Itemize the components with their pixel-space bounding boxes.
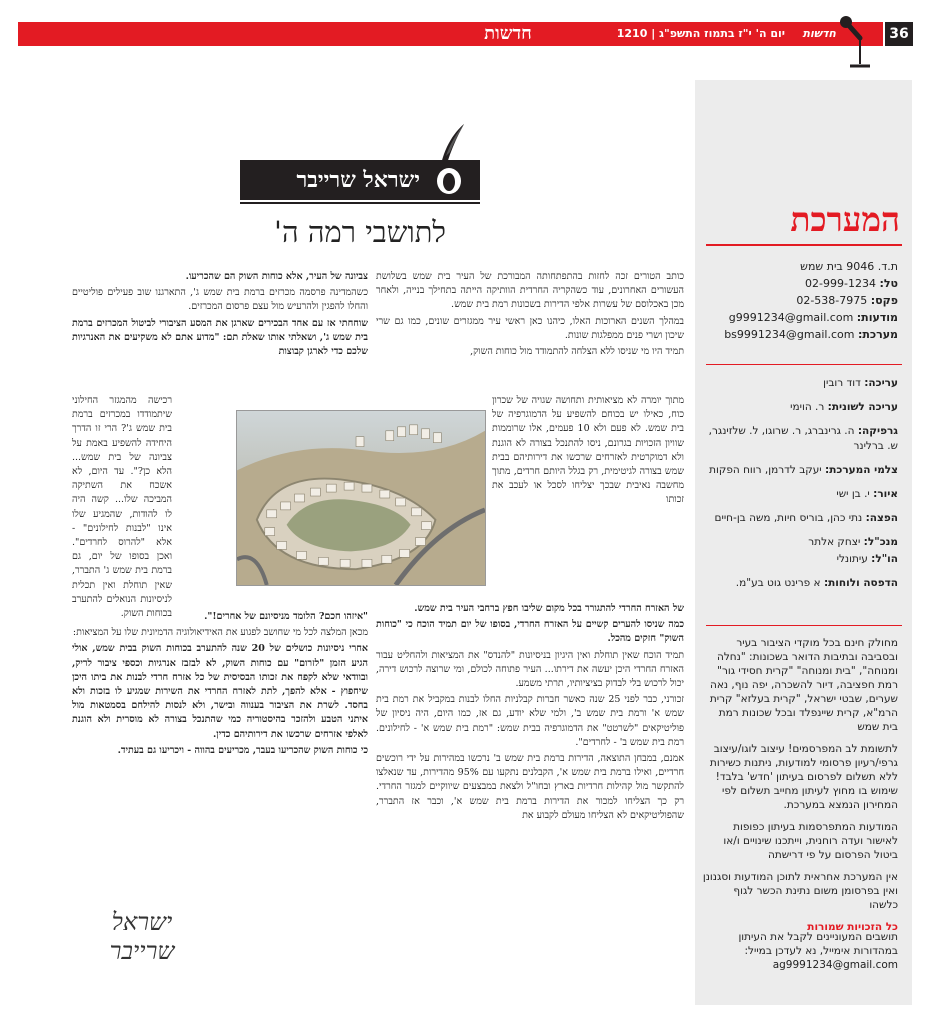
- article-headline: לתושבי רמה ה': [274, 215, 446, 249]
- credit-label: הדפסה ולוחות:: [823, 577, 898, 589]
- contact-block: [708, 258, 898, 343]
- credit-value: נתי כהן, בוריס חיות, משה בן-חיים: [714, 512, 863, 524]
- ads-email[interactable]: g9991234@gmail.com: [728, 311, 854, 324]
- author-box: [240, 160, 480, 200]
- credit-value: יעקב לדרמן, רווח הפקות: [709, 464, 822, 476]
- article-wrap-right: מתוך יומרה לא מציאותית ותחושה שגויה של שכרון כוח, כאילו יש בכוחם להשפיע על הדמוגרפיה של בית שמש. לא פעם ולא 10 פעמים, אלו שרוממות שוויון הזכויות בגרונם, ניסו להתנכל בצורה לא הוגנת ולא דמוקרטית לאזרחים שרכשו את דירותיהם בבית שמש בצורה לגיטימית, רק בגלל היותם חרדים, מתוך מחשבה נאיבית שבכך יצליחו לסכל או לעכב את זכותו: [492, 395, 684, 506]
- phone-value: 02-999-1234: [805, 277, 876, 290]
- address: ת.ד. 9046 בית שמש: [800, 260, 898, 273]
- paragraph: "איזהו חכם? הלומד מניסיונם של אחרים!".: [204, 611, 368, 622]
- subscribe-text: תושבים המעוניינים לקבל את העיתון במהדורות אימייל, נא לעדכן במייל:: [738, 931, 898, 957]
- credit-row: [702, 424, 898, 454]
- credit-value: ה. גרינברג, ר. שרוגו, ל. שלזינגר, ש. ברלינר: [708, 425, 898, 452]
- credits-block: [702, 376, 898, 600]
- credit-value: ר. הוימי: [790, 401, 825, 413]
- article-wrap-left: רכישה מהמגזר החילוני שיתמודדו במכרזים ברמת בית שמש ג'? הרי זו הדרך היחידה להשפיע באמת על צביונה של בית שמש... הלא כן?". עד היום, לא אשכח את השתיקה המביכה שלו... קשה היה לו להודות, שהמגיע שלו אינו "לבנות לחילונים" - אלא "להרוס לחרדים". ואכן בסופו של יום, גם ברמת בית שמש ג' התברר, שאין תוחלת ואין תכלית לניסיונות הנואלים להתערב בכוחות השוק.: [72, 395, 172, 620]
- author-signature: ישראל שרייבר: [109, 908, 175, 965]
- credit-row: [702, 400, 898, 415]
- credit-row: [702, 463, 898, 478]
- credit-label: צלמי המערכת:: [825, 464, 898, 476]
- staff-panel: [695, 80, 912, 1005]
- fax-value: 02-538-7975: [796, 294, 868, 307]
- note-advertisers: לתשומת לב המפרסמים! עיצוב לוגו/עיצוב גרפי/רעיון פרסומי למודעות, ניתנות כשירות ללא תשלום לפרסום בעיתון 'חדש' בלבד! שימוש בו מחוץ לעיתון מחייב תשלום לפי המחירון הנמצא במערכת.: [709, 743, 898, 811]
- credit-label: הו"ל:: [871, 553, 898, 565]
- note-disclaimer: אין המערכת אחראית לתוכן המודעות וסגנונן ואין בפרסומן משום נתינת הכשר לגוף כלשהו: [702, 871, 898, 911]
- note-approval: המודעות המתפרסמות בעיתון כפופות לאישור ועדה רוחנית, וייתכנו שינויים ו/או ביטול הפרסום על פי דרישתה: [723, 821, 898, 861]
- credit-label: מנכ"ל:: [863, 536, 898, 548]
- paragraph: כותב הטורים זכה לחזות בהתפתחותה המבורכת של העיר בית שמש בשלושת העשורים האחרונים, עוד כשהקריה החרדית הוותיקה הייתה בתחילך בנייה, ולאחר מכן באכלוסם של עשרות אלפי הדירות בשכונות רמת בית שמש.: [376, 271, 684, 311]
- credit-value: י. בן ישי: [836, 488, 870, 500]
- subscribe-email[interactable]: ag9991234@gmail.com: [772, 959, 898, 971]
- subscribe-block: [702, 930, 898, 972]
- fax-row: [708, 292, 898, 309]
- credit-row: [702, 576, 898, 591]
- credit-row: [702, 511, 898, 526]
- office-email[interactable]: bs9991234@gmail.com: [724, 328, 855, 341]
- phone-row: [708, 275, 898, 292]
- paragraph: אחרי ניסיונות כושלים של 20 שנה להתערב בכוחות השוק בבית שמש, אולי הגיע הזמן "לזרום" עם כוחות השוק, לא לבזבז אנרגיות וכספי ציבור לריק, ובוודאי שלא לקפח את זכותו הבסיסית של כל אזרח חרדי לבנות את ביתו היכן שיחפוץ - אלא להפך, לתת לאזרח החרדי את השירות שמגיע לו בזכות ולא בחסד. לשרת את הציבור בענווה ובישר, ולא לנסות להילחם בסמטאות מול איתני הטבע ולהזכר בהיסטוריה כמי שהתנכל בצורה לא מוסרית ולא הוגנת לאלפי אזרחים שרכשו את דירותיהם כדין.: [72, 643, 368, 740]
- section-title: חדשות: [484, 23, 532, 44]
- credit-label: עריכה לשונית:: [827, 401, 898, 413]
- article-column-right-bottom: [376, 602, 684, 825]
- credit-value: דוד רובין: [823, 377, 861, 389]
- rights-reserved: כל הזכויות שמורות: [807, 921, 898, 933]
- paragraph: תמיד הוכח שאין תוחלת ואין היגיון בניסיונות "להנדס" את המציאות ולהחליט עבור האזרח החרדי היכן יעשה את דירתו... העיר פתוחה לכולם, ומי שרוצה לרכוש דירה, יכול לרכוש בלי לבדוק בציציותיו, תרתי משמע.: [376, 649, 684, 690]
- ink-drop-icon: [434, 166, 464, 196]
- credit-label: גרפיקה:: [857, 425, 898, 437]
- credit-label: עריכה:: [864, 377, 898, 389]
- paragraph: כשהמדינה פרסמה מכרזים ברמת בית שמש ג', התארגנו שוב פעילים פוליטיים והחלו להפגין ולהרעיש מול עצם פרסום המכרזים.: [72, 287, 368, 313]
- phone-label: טל:: [879, 277, 898, 290]
- credit-value: עיתונלי: [836, 553, 868, 565]
- panel-title: המערכת: [790, 200, 900, 239]
- paragraph: תמיד היו מי שניסו ללא הצלחה להתמודד מול כוחות השוק,: [470, 346, 684, 358]
- author-name: ישראל שרייבר: [296, 167, 420, 193]
- credit-value: יצחק אלתר: [808, 536, 861, 548]
- notes-block: [702, 636, 898, 942]
- fax-label: פקס:: [870, 294, 898, 307]
- panel-divider: [706, 244, 902, 246]
- microphone-icon: [840, 16, 874, 70]
- note-distribution: מחולק חינם בכל מוקדי הציבור בעיר ובסביבה ובתיבות הדואר בשכונות: "נחלה ומנוחה", "בית ומנוחה" "קרית חסידי גור" רמת חפציבה, דיור להשכרה, יפה נוף, נאה שערים, שבטי ישראל, "קרית בעלזא" קרית הרמ"א, קרית שיינפלד ובכל שכונות רמת בית שמש: [709, 637, 898, 733]
- article-column-left: [72, 270, 368, 361]
- paragraph: זכורני, כבר לפני 25 שנה כאשר חברות קבלניות החלו לבנות במקביל את רמת בית שמש א' ורמת בית שמש ב', ולמי שלא יודע, גם אז, כמו היום, היה ניסיון של פוליטיקאים "לשרטט" את הדמוגרפיה בבית שמש: "רמת בית שמש א' - לחילונים. רמת בית שמש ב' - לחרדים".: [376, 694, 684, 748]
- paragraph: שוחחתי אז עם אחד הבכירים שארגן את המסע הציבורי לביטול המכרזים ברמת בית שמש ג', ושאלתי אותו שאלת תם: "מדוע אתם לא משקיעים את האנרגיות שלכם כדי לארגן קבוצות: [72, 317, 368, 358]
- page-number: 36: [885, 22, 913, 46]
- credit-row: [702, 376, 898, 391]
- article-column-left-bottom: [72, 610, 368, 760]
- credit-row: [702, 552, 898, 567]
- paragraph: של האזרח החרדי להתגורר בכל מקום שליבו חפץ ברחבי העיר בית שמש.: [414, 603, 684, 614]
- paragraph: במהלך השנים הארוכות האלו, כיהנו כאן ראשי עיר ממגזרים שונים, כמו גם שרי שיכון ושרי פנים ממפלגות שונות.: [376, 315, 684, 341]
- brand-logo: חדשות: [802, 27, 836, 40]
- top-bar: [0, 22, 930, 46]
- article-column-right: [376, 270, 684, 361]
- issue-info: יום ה' י"ז בתמוז התשפ"ג | 1210: [616, 27, 785, 40]
- credit-value: א פרינט גוט בע"מ.: [735, 577, 821, 589]
- credit-row: [702, 487, 898, 502]
- paragraph: מכאן המלצה לכל מי שחושב לפגוע את האידיאולוגיה הדמיונית שלו על המציאות:: [72, 627, 368, 639]
- panel-divider: [706, 364, 902, 365]
- credit-row: [702, 535, 898, 550]
- paragraph: כי כוחות השוק שהכריעו בעבר, מכריעים בהווה - ויכריעו גם בעתיד.: [117, 744, 368, 756]
- aerial-photo: [236, 410, 486, 586]
- credit-label: איור:: [873, 488, 898, 500]
- office-label: מערכת:: [857, 328, 898, 341]
- paragraph: כמה שניסו להערים קשיים על האזרח החרדי, בסופו של יום תמיד הוכח כי "כוחות השוק" חזקים מהכל.: [376, 619, 684, 645]
- paragraph: צביונה של העיר, אלא כוחות השוק הם שהכריעו.: [185, 271, 368, 282]
- author-rule: [240, 202, 480, 204]
- ads-row: [708, 309, 898, 326]
- ads-label: מודעות:: [856, 311, 898, 324]
- panel-divider: [706, 625, 902, 626]
- credit-label: הפצה:: [865, 512, 898, 524]
- office-row: [708, 326, 898, 343]
- paragraph: אמנם, במבחן התוצאה, הדירות ברמת בית שמש ב' נרכשו במהירות על ידי רוכשים חרדיים, ואילו ברמת בית שמש א', הקבלנים נתקעו עם 95% מהדירות, עד שנאלצו להתקשר מול קהילות חרדיות בארץ ובחו"ל ולצאת במבצעים שיווקיים למגזר החרדי. רק כך הצליחו למכור את הדירות ברמת בית שמש א', וכבר אז התברר, שהפוליטיקאים לא הצליחו מעולם לקבוע את: [376, 753, 684, 821]
